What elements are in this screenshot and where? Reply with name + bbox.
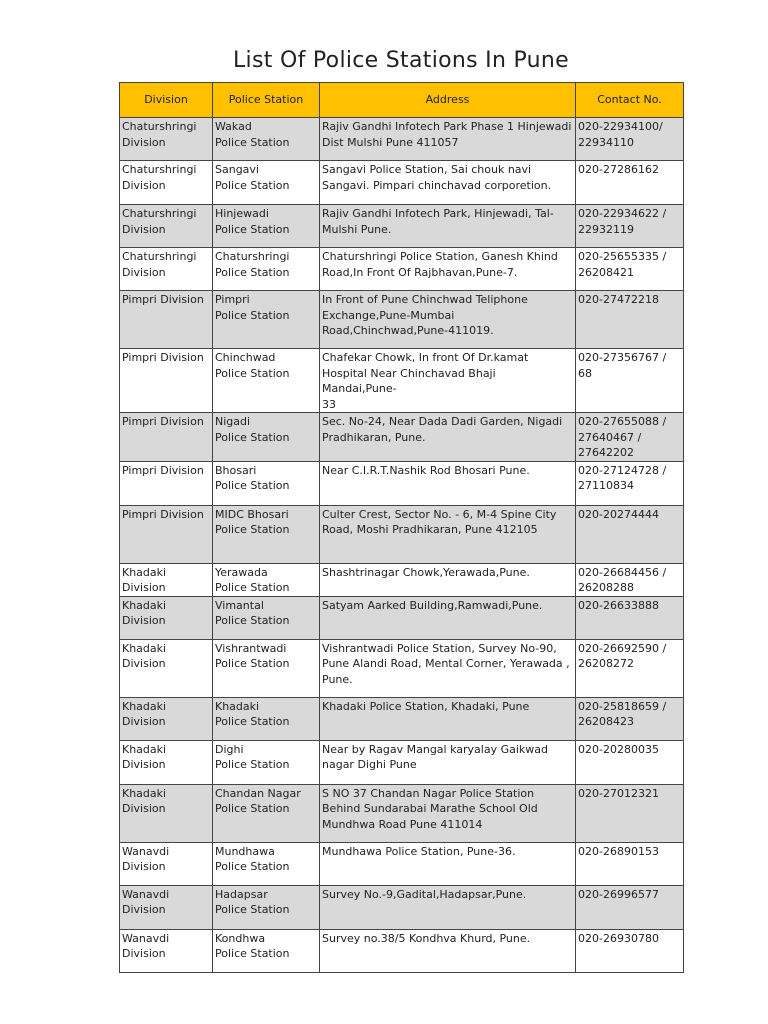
table-row	[120, 461, 684, 505]
table-row	[120, 697, 684, 740]
cell-contact-no: 020-26890153	[576, 842, 684, 885]
cell-police-station: Sangavi Police Station	[213, 161, 320, 205]
cell-police-station: Chinchwad Police Station	[213, 349, 320, 413]
cell-police-station: Hadapsar Police Station	[213, 885, 320, 929]
cell-police-station: Vishrantwadi Police Station	[213, 639, 320, 697]
cell-contact-no: 020-22934622 / 22932119	[576, 205, 684, 248]
cell-contact-no: 020-27286162	[576, 161, 684, 205]
table-row	[120, 349, 684, 413]
table-row	[120, 563, 684, 596]
cell-address: Near by Ragav Mangal karyalay Gaikwad nagar Dighi Pune	[320, 740, 576, 784]
cell-contact-no: 020-20280035	[576, 740, 684, 784]
cell-division: Khadaki Division	[120, 639, 213, 697]
cell-police-station: Khadaki Police Station	[213, 697, 320, 740]
header-contact-no: Contact No.	[576, 83, 684, 118]
cell-police-station: Vimantal Police Station	[213, 596, 320, 639]
cell-address: S NO 37 Chandan Nagar Police Station Behind Sundarabai Marathe School Old Mundhwa Road Pune 411014	[320, 784, 576, 842]
cell-division: Chaturshringi Division	[120, 118, 213, 161]
cell-contact-no: 020-26930780	[576, 929, 684, 972]
cell-division: Pimpri Division	[120, 349, 213, 413]
cell-address: Near C.I.R.T.Nashik Rod Bhosari Pune.	[320, 461, 576, 505]
table-row	[120, 740, 684, 784]
cell-division: Wanavdi Division	[120, 929, 213, 972]
cell-division: Chaturshringi Division	[120, 248, 213, 291]
cell-division: Chaturshringi Division	[120, 205, 213, 248]
police-stations-table	[119, 82, 684, 973]
table-row	[120, 929, 684, 972]
table-row	[120, 639, 684, 697]
cell-address: Rajiv Gandhi Infotech Park, Hinjewadi, Tal- Mulshi Pune.	[320, 205, 576, 248]
cell-address: In Front of Pune Chinchwad Teliphone Exchange,Pune-Mumbai Road,Chinchwad,Pune-411019.	[320, 291, 576, 349]
cell-police-station: Mundhawa Police Station	[213, 842, 320, 885]
cell-address: Chaturshringi Police Station, Ganesh Khind Road,In Front Of Rajbhavan,Pune-7.	[320, 248, 576, 291]
table-header-row	[120, 83, 684, 118]
cell-police-station: Chandan Nagar Police Station	[213, 784, 320, 842]
cell-division: Pimpri Division	[120, 413, 213, 462]
cell-address: Shashtrinagar Chowk,Yerawada,Pune.	[320, 563, 576, 596]
cell-contact-no: 020-27655088 / 27640467 / 27642202	[576, 413, 684, 462]
table-row	[120, 885, 684, 929]
cell-address: Culter Crest, Sector No. - 6, M-4 Spine City Road, Moshi Pradhikaran, Pune 412105	[320, 505, 576, 563]
cell-contact-no: 020-27472218	[576, 291, 684, 349]
header-police-station: Police Station	[213, 83, 320, 118]
cell-address: Rajiv Gandhi Infotech Park Phase 1 Hinjewadi Dist Mulshi Pune 411057	[320, 118, 576, 161]
cell-contact-no: 020-26692590 / 26208272	[576, 639, 684, 697]
cell-division: Pimpri Division	[120, 291, 213, 349]
cell-contact-no: 020-25818659 / 26208423	[576, 697, 684, 740]
cell-division: Pimpri Division	[120, 505, 213, 563]
table-row	[120, 596, 684, 639]
cell-address: Sec. No-24, Near Dada Dadi Garden, Nigadi Pradhikaran, Pune.	[320, 413, 576, 462]
cell-police-station: Yerawada Police Station	[213, 563, 320, 596]
header-division: Division	[120, 83, 213, 118]
cell-contact-no: 020-26684456 / 26208288	[576, 563, 684, 596]
cell-address: Sangavi Police Station, Sai chouk navi Sangavi. Pimpari chinchavad corporetion.	[320, 161, 576, 205]
cell-contact-no: 020-22934100/ 22934110	[576, 118, 684, 161]
cell-contact-no: 020-26996577	[576, 885, 684, 929]
cell-police-station: Chaturshringi Police Station	[213, 248, 320, 291]
header-address: Address	[320, 83, 576, 118]
table-row	[120, 248, 684, 291]
cell-contact-no: 020-26633888	[576, 596, 684, 639]
cell-police-station: Nigadi Police Station	[213, 413, 320, 462]
cell-division: Khadaki Division	[120, 697, 213, 740]
cell-police-station: Dighi Police Station	[213, 740, 320, 784]
cell-police-station: Wakad Police Station	[213, 118, 320, 161]
cell-address: Mundhawa Police Station, Pune-36.	[320, 842, 576, 885]
cell-police-station: Hinjewadi Police Station	[213, 205, 320, 248]
cell-division: Khadaki Division	[120, 740, 213, 784]
cell-division: Pimpri Division	[120, 461, 213, 505]
table-row	[120, 205, 684, 248]
cell-contact-no: 020-27356767 / 68	[576, 349, 684, 413]
cell-division: Chaturshringi Division	[120, 161, 213, 205]
cell-address: Khadaki Police Station, Khadaki, Pune	[320, 697, 576, 740]
table-row	[120, 118, 684, 161]
cell-division: Wanavdi Division	[120, 842, 213, 885]
cell-division: Khadaki Division	[120, 784, 213, 842]
table-row	[120, 505, 684, 563]
cell-division: Wanavdi Division	[120, 885, 213, 929]
cell-address: Chafekar Chowk, In front Of Dr.kamat Hospital Near Chinchavad Bhaji Mandai,Pune- 33	[320, 349, 576, 413]
cell-address: Survey No.-9,Gadital,Hadapsar,Pune.	[320, 885, 576, 929]
cell-address: Satyam Aarked Building,Ramwadi,Pune.	[320, 596, 576, 639]
cell-contact-no: 020-20274444	[576, 505, 684, 563]
page-title: List Of Police Stations In Pune	[233, 48, 569, 73]
cell-division: Khadaki Division	[120, 563, 213, 596]
cell-division: Khadaki Division	[120, 596, 213, 639]
table-row	[120, 413, 684, 462]
cell-contact-no: 020-27124728 / 27110834	[576, 461, 684, 505]
cell-address: Vishrantwadi Police Station, Survey No-90, Pune Alandi Road, Mental Corner, Yerawada , Pune.	[320, 639, 576, 697]
cell-police-station: Kondhwa Police Station	[213, 929, 320, 972]
table-row	[120, 161, 684, 205]
cell-contact-no: 020-27012321	[576, 784, 684, 842]
cell-police-station: Bhosari Police Station	[213, 461, 320, 505]
table-body	[120, 118, 684, 973]
cell-address: Survey no.38/5 Kondhva Khurd, Pune.	[320, 929, 576, 972]
cell-contact-no: 020-25655335 / 26208421	[576, 248, 684, 291]
cell-police-station: MIDC Bhosari Police Station	[213, 505, 320, 563]
cell-police-station: Pimpri Police Station	[213, 291, 320, 349]
table-row	[120, 784, 684, 842]
table-row	[120, 291, 684, 349]
table-row	[120, 842, 684, 885]
